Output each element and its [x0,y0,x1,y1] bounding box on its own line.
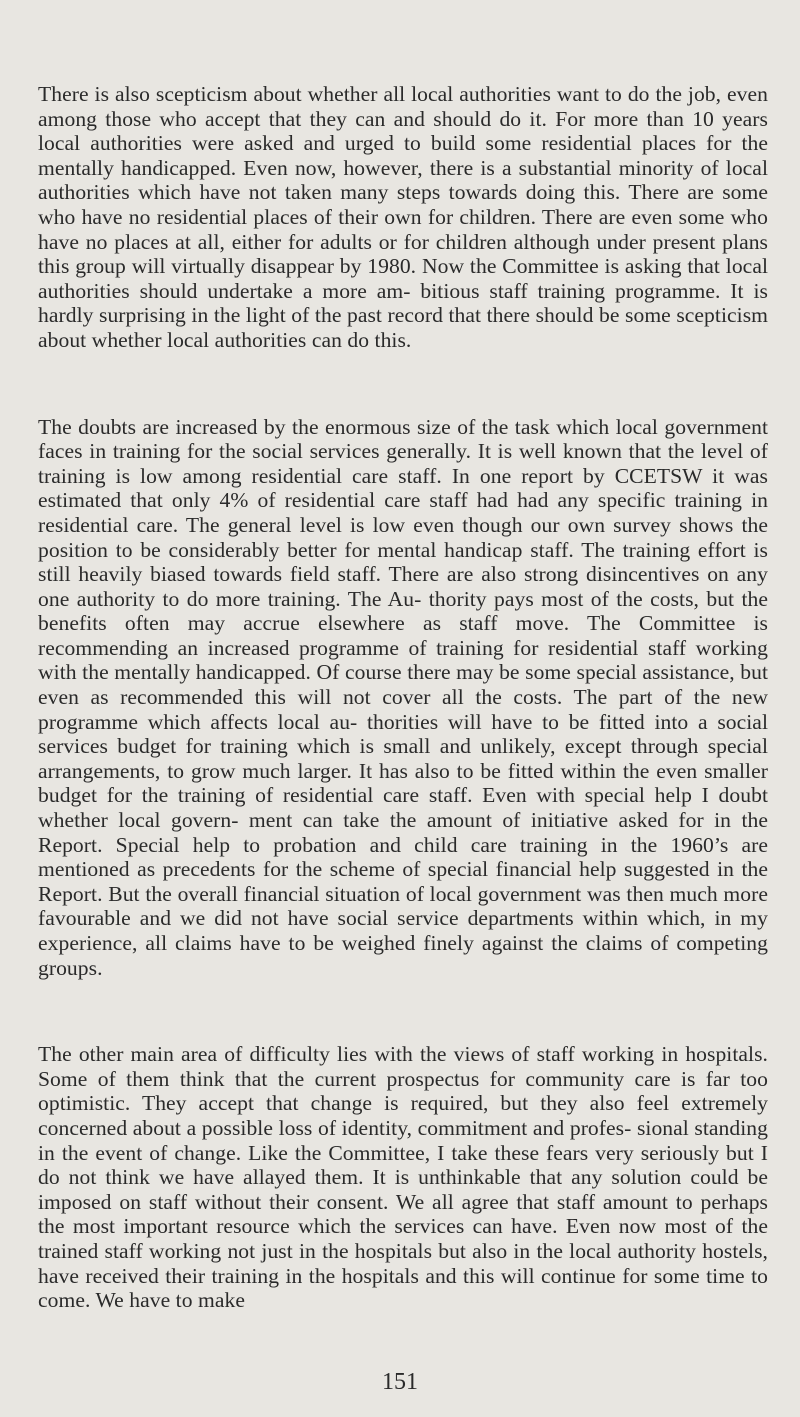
paragraph-1: There is also scepticism about whether all local authorities want to do the job, even among those who accept that they can and should do it. For more than 10 years local authorities were asked and urged to build some residential places for the mentally handicapped. Even now, however, there is a substantial minority of local authorities which have not taken many steps towards doing this. There are some who have no residential places of their own for children. There are even some who have no places at all, either for adults or for children although under present plans this group will virtually disappear by 1980. Now the Committee is asking that local authorities should undertake a more am- bitious staff training programme. It is hardly surprising in the light of the past record that there should be some scepticism about whether local authorities can do this. [38,82,768,352]
paragraph-2: The doubts are increased by the enormous size of the task which local government faces in training for the social services generally. It is well known that the level of training is low among residential care staff. In one report by CCETSW it was estimated that only 4% of residential care staff had had any specific training in residential care. The general level is low even though our own survey shows the position to be considerably better for mental handicap staff. The training effort is still heavily biased towards field staff. There are also strong disincentives on any one authority to do more training. The Au- thority pays most of the costs, but the benefits often may accrue elsewhere as staff move. The Committee is recommending an increased programme of training for residential staff working with the mentally handicapped. Of course there may be some special assistance, but even as recommended this will not cover all the costs. The part of the new programme which affects local au- thorities will have to be fitted into a social services budget for training which is small and unlikely, except through special arrangements, to grow much larger. It has also to be fitted within the even smaller budget for the training of residential care staff. Even with special help I doubt whether local govern- ment can take the amount of initiative asked for in the Report. Special help to probation and child care training in the 1960’s are mentioned as precedents for the scheme of special financial help suggested in the Report. But the overall financial situation of local government was then much more favourable and we did not have social service departments within which, in my experience, all claims have to be weighed finely against the claims of competing groups. [38,414,768,980]
page-number: 151 [382,1369,418,1395]
paragraph-3: The other main area of difficulty lies with the views of staff working in hospitals. Some of them think that the current prospectus for community care is far too optimistic. They accept that change is required, but they also feel extremely concerned about a possible loss of identity, commitment and profes- sional standing in the event of change. Like the Committee, I take these fears very seriously but I do not think we have allayed them. It is unthinkable that any solution could be imposed on staff without their consent. We all agree that staff amount to perhaps the most important resource which the services can have. Even now most of the trained staff working not just in the hospitals but also in the local authority hostels, have received their training in the hospitals and this will continue for some time to come. We have to make [38,1042,768,1313]
